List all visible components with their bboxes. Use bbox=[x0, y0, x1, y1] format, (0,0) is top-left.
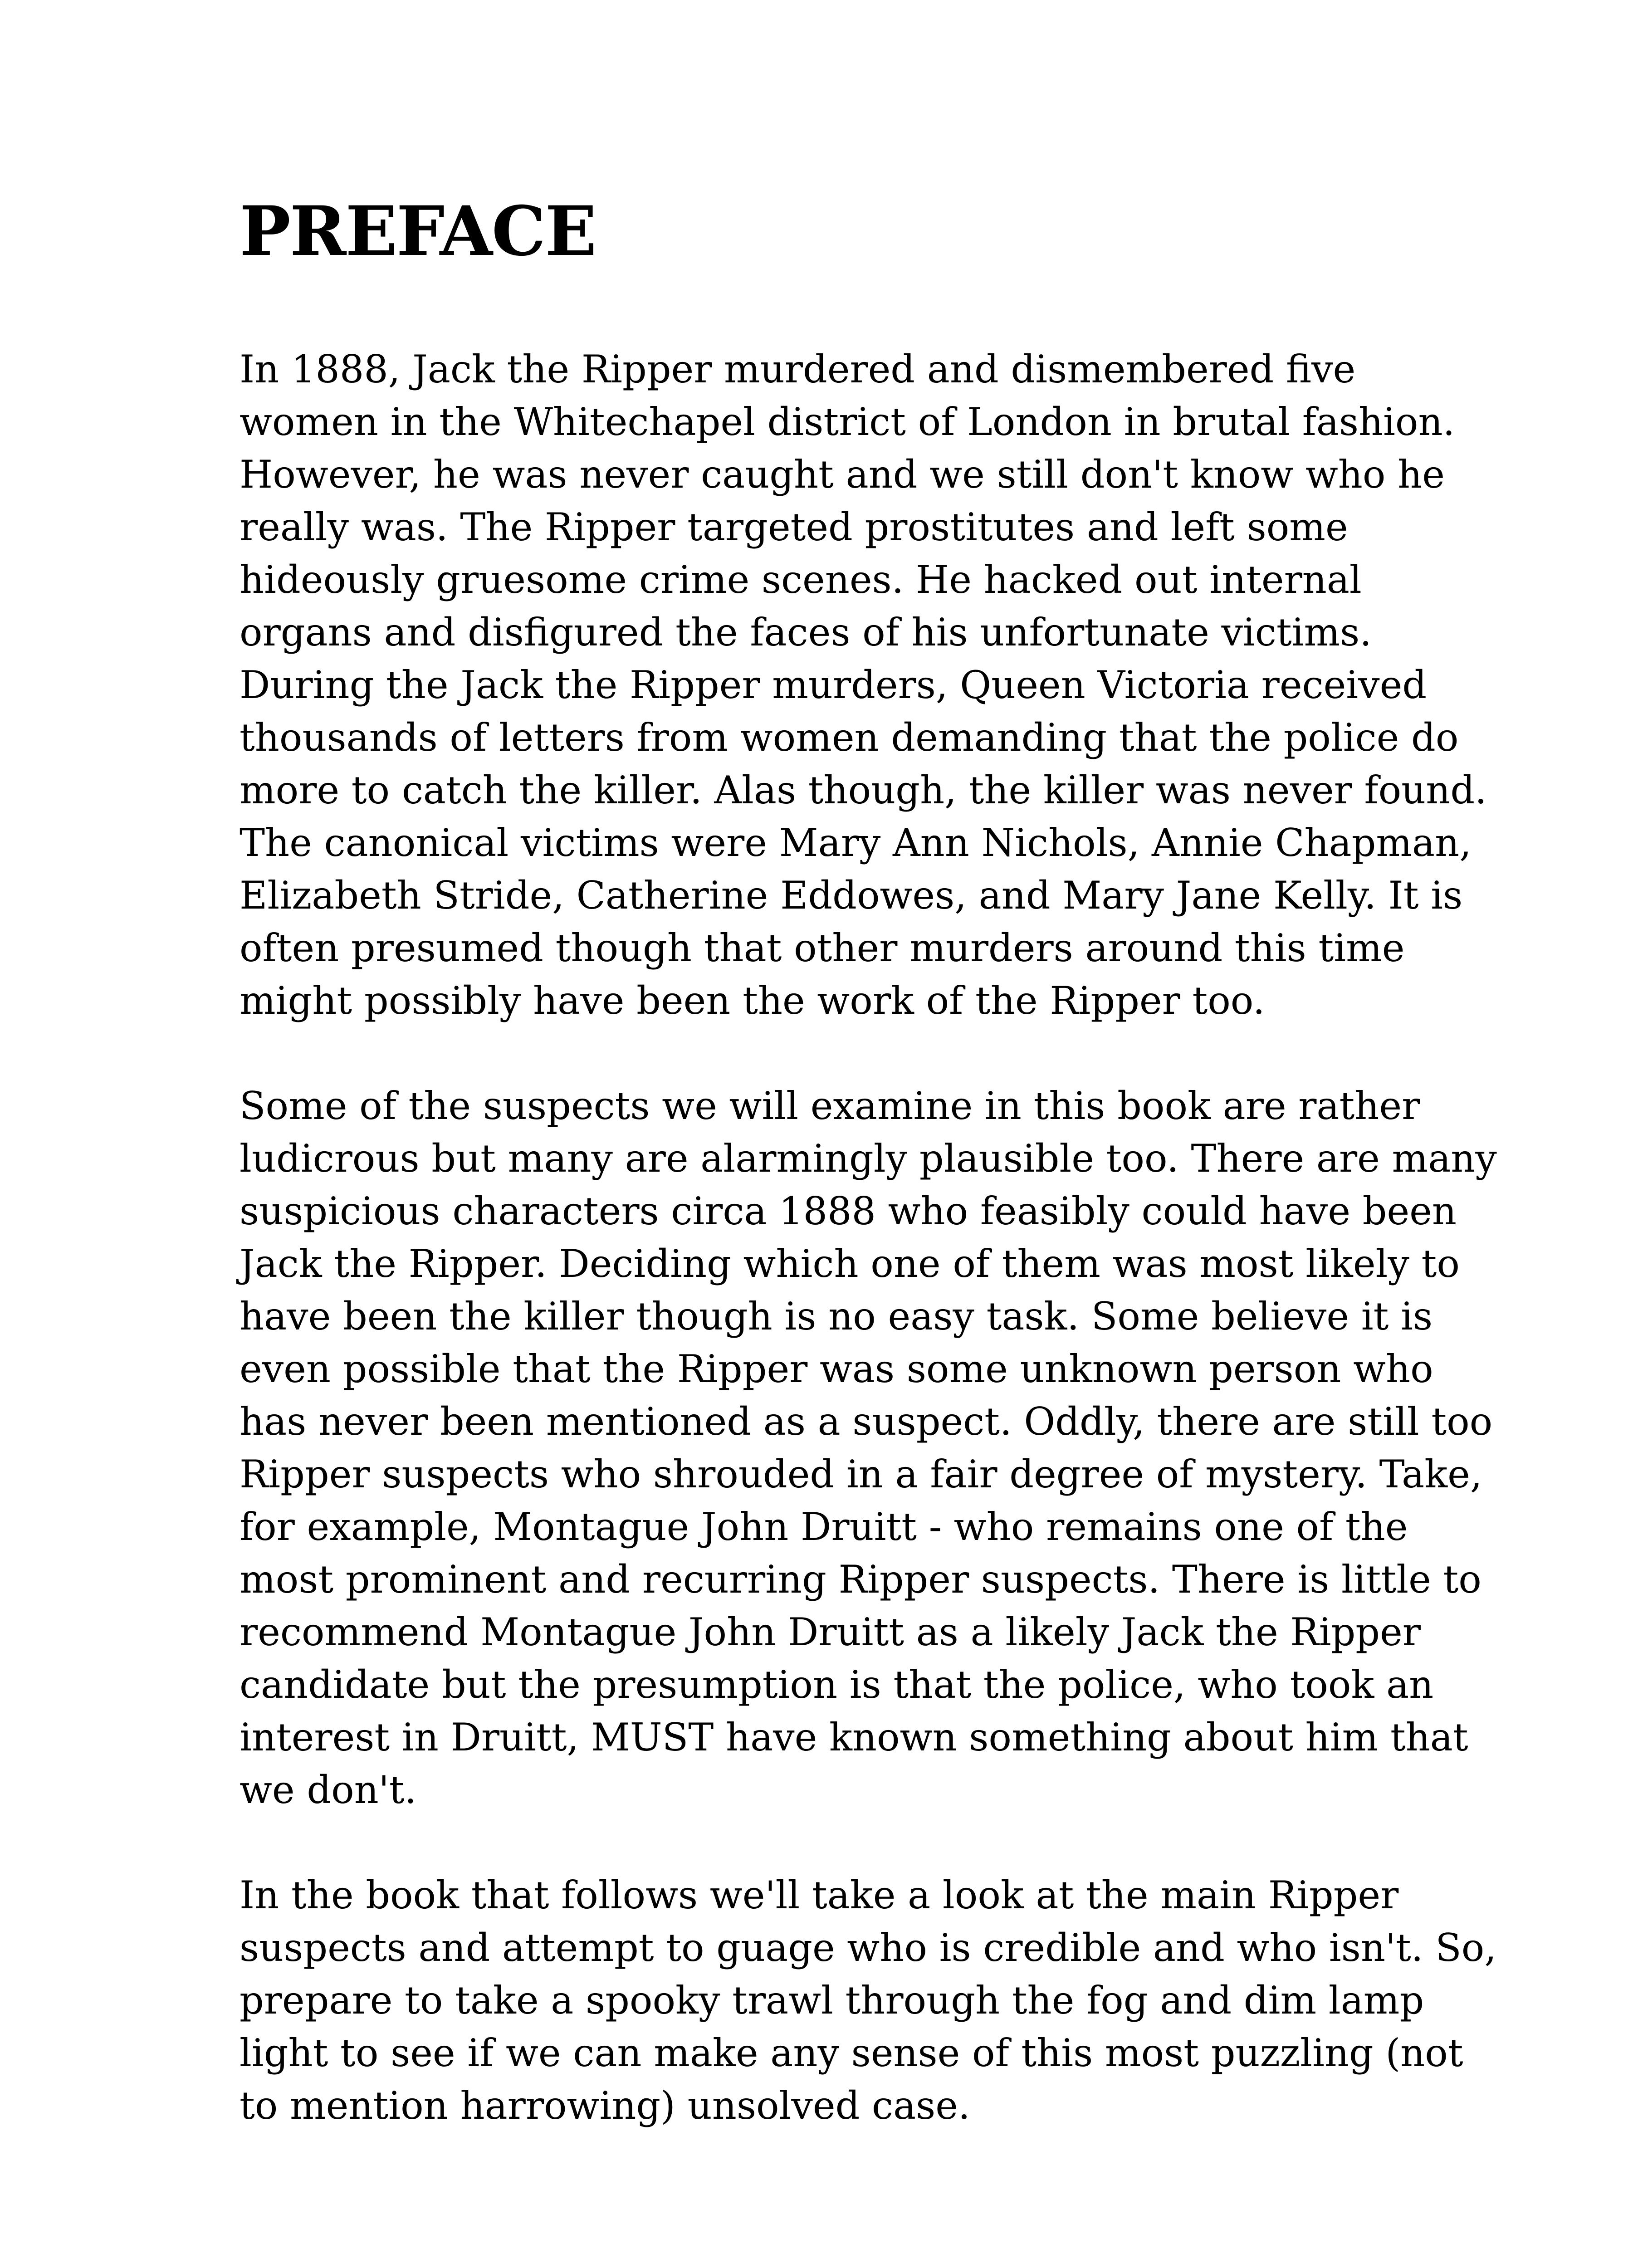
paragraph-1: In 1888, Jack the Ripper murdered and dismembered five women in the Whitechapel district of London in brutal fashion. However, he was never caught and we still don't know who he really was. The Ripper targeted prostitutes and left some hideously gruesome crime scenes. He hacked out internal organs and disfigured the faces of his unfortunate victims. During the Jack the Ripper murders, Queen Victoria received thousands of letters from women demanding that the police do more to catch the killer. Alas though, the killer was never found. The canonical victims were Mary Ann Nichols, Annie Chapman, Elizabeth Stride, Catherine Eddowes, and Mary Jane Kelly. It is often presumed though that other murders around this time might possibly have been the work of the Ripper too. bbox=[240, 347, 1487, 1023]
page-title: PREFACE bbox=[240, 191, 596, 271]
paragraph-3: In the book that follows we'll take a look at the main Ripper suspects and attempt to guage who is credible and who isn't. So, prepare to take a spooky trawl through the fog and dim lamp light to see if we can make any sense of this most puzzling (not to mention harrowing) unsolved case. bbox=[240, 1873, 1497, 2128]
paragraph-2: Some of the suspects we will examine in this book are rather ludicrous but many are alarmingly plausible too. There are many suspicious characters circa 1888 who feasibly could have been Jack the Ripper. Deciding which one of them was most likely to have been the killer though is no easy task. Some believe it is even possible that the Ripper was some unknown person who has never been mentioned as a suspect. Oddly, there are still too Ripper suspects who shrouded in a fair degree of mystery. Take, for example, Montague John Druitt - who remains one of the most prominent and recurring Ripper suspects. There is little to recommend Montague John Druitt as a likely Jack the Ripper candidate but the presumption is that the police, who took an interest in Druitt, MUST have known something about him that we don't. bbox=[240, 1084, 1497, 1812]
body-text bbox=[240, 343, 1505, 2185]
